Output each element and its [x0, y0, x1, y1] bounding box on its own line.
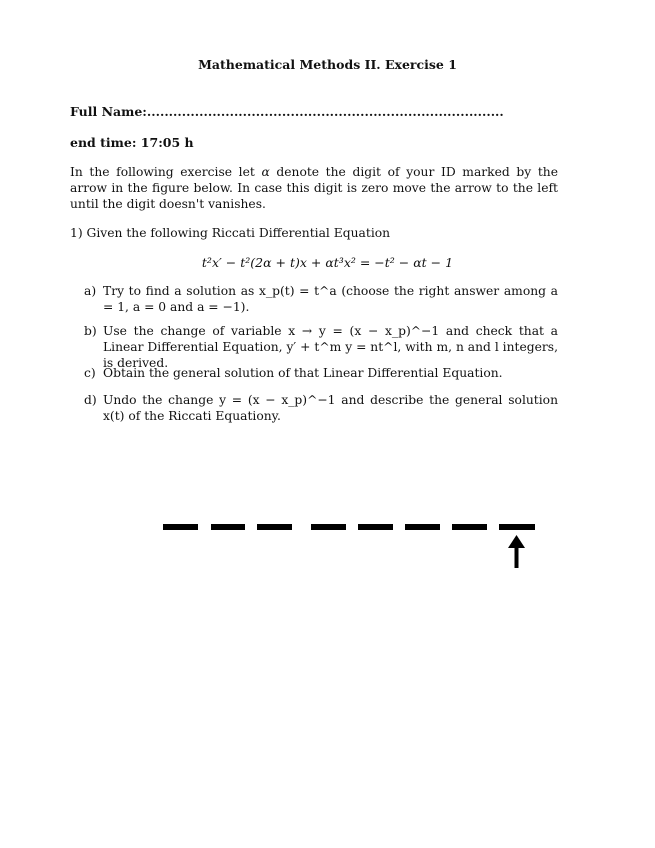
alpha-symbol: α: [261, 165, 270, 179]
digit-dash: [257, 524, 292, 530]
item-a-text: Try to find a solution as x_p(t) = t^a (choose the right answer among a = 1, a = 0 and a = −1).: [103, 284, 558, 314]
item-b-label: b): [84, 324, 97, 338]
digit-dash: [358, 524, 393, 530]
item-d-label: d): [84, 393, 97, 407]
instructions-text-2: denote the digit of your ID marked by the arrow in the figure below. In case this digit is zero move the arrow to the left until the digit doesn't vanishes.: [70, 165, 558, 211]
item-c-label: c): [84, 366, 96, 380]
up-arrow-icon: [508, 535, 525, 568]
item-a-label: a): [84, 284, 97, 298]
page-title: Mathematical Methods II. Exercise 1: [198, 57, 457, 72]
item-b-text: Use the change of variable x → y = (x − x_p)^−1 and check that a Linear Differential Equation, y′ + t^m y = nt^l, with m, n and l integers, is derived.: [103, 324, 558, 370]
full-name-line: Full Name:..................................................................................: [70, 104, 504, 119]
item-c-text: Obtain the general solution of that Linear Differential Equation.: [103, 366, 503, 380]
instructions-text-1: In the following exercise let: [70, 165, 262, 179]
digit-dash: [311, 524, 346, 530]
riccati-equation: t²x′ − t²(2α + t)x + αt³x² = −t² − αt − 1: [201, 255, 454, 270]
question-intro: 1) Given the following Riccati Differential Equation: [70, 226, 391, 240]
digit-dash: [405, 524, 440, 530]
digit-dash: [211, 524, 245, 530]
end-time-line: end time: 17:05 h: [70, 135, 194, 150]
item-d-text: Undo the change y = (x − x_p)^−1 and describe the general solution x(t) of the Riccati Equationy.: [103, 393, 558, 423]
digit-dash: [452, 524, 487, 530]
digit-dash: [499, 524, 535, 530]
digit-dash: [163, 524, 198, 530]
